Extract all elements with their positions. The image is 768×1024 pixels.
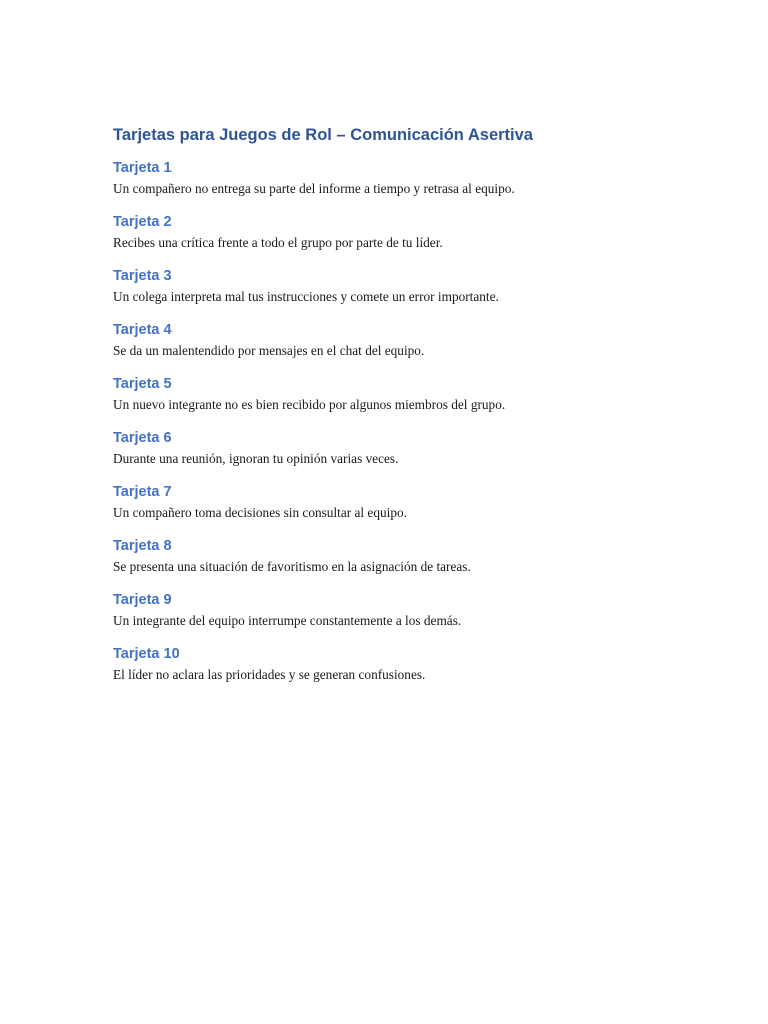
card-text: Un compañero no entrega su parte del informe a tiempo y retrasa al equipo. <box>113 181 515 196</box>
card-text: Se presenta una situación de favoritismo en la asignación de tareas. <box>113 559 471 574</box>
card-text: Recibes una crítica frente a todo el grupo por parte de tu líder. <box>113 235 443 250</box>
document-page <box>113 124 713 698</box>
card-text: El líder no aclara las prioridades y se generan confusiones. <box>113 667 426 682</box>
card-heading: Tarjeta 8 <box>113 538 172 554</box>
card-text: Un compañero toma decisiones sin consultar al equipo. <box>113 505 407 520</box>
card-1 <box>113 158 713 198</box>
card-heading: Tarjeta 1 <box>113 160 172 176</box>
card-3 <box>113 266 713 306</box>
card-8 <box>113 536 713 576</box>
card-text: Durante una reunión, ignoran tu opinión varias veces. <box>113 451 399 466</box>
card-text: Un nuevo integrante no es bien recibido por algunos miembros del grupo. <box>113 397 506 412</box>
card-heading: Tarjeta 10 <box>113 646 180 662</box>
document-title: Tarjetas para Juegos de Rol – Comunicación Asertiva <box>113 126 533 144</box>
card-9 <box>113 590 713 630</box>
card-6 <box>113 428 713 468</box>
card-heading: Tarjeta 5 <box>113 376 172 392</box>
card-heading: Tarjeta 2 <box>113 214 172 230</box>
card-text: Se da un malentendido por mensajes en el chat del equipo. <box>113 343 425 358</box>
card-heading: Tarjeta 7 <box>113 484 172 500</box>
card-4 <box>113 320 713 360</box>
card-heading: Tarjeta 9 <box>113 592 172 608</box>
card-10 <box>113 644 713 684</box>
card-heading: Tarjeta 6 <box>113 430 172 446</box>
card-heading: Tarjeta 3 <box>113 268 172 284</box>
card-heading: Tarjeta 4 <box>113 322 172 338</box>
card-7 <box>113 482 713 522</box>
card-text: Un colega interpreta mal tus instrucciones y comete un error importante. <box>113 289 499 304</box>
card-5 <box>113 374 713 414</box>
card-2 <box>113 212 713 252</box>
card-text: Un integrante del equipo interrumpe constantemente a los demás. <box>113 613 462 628</box>
